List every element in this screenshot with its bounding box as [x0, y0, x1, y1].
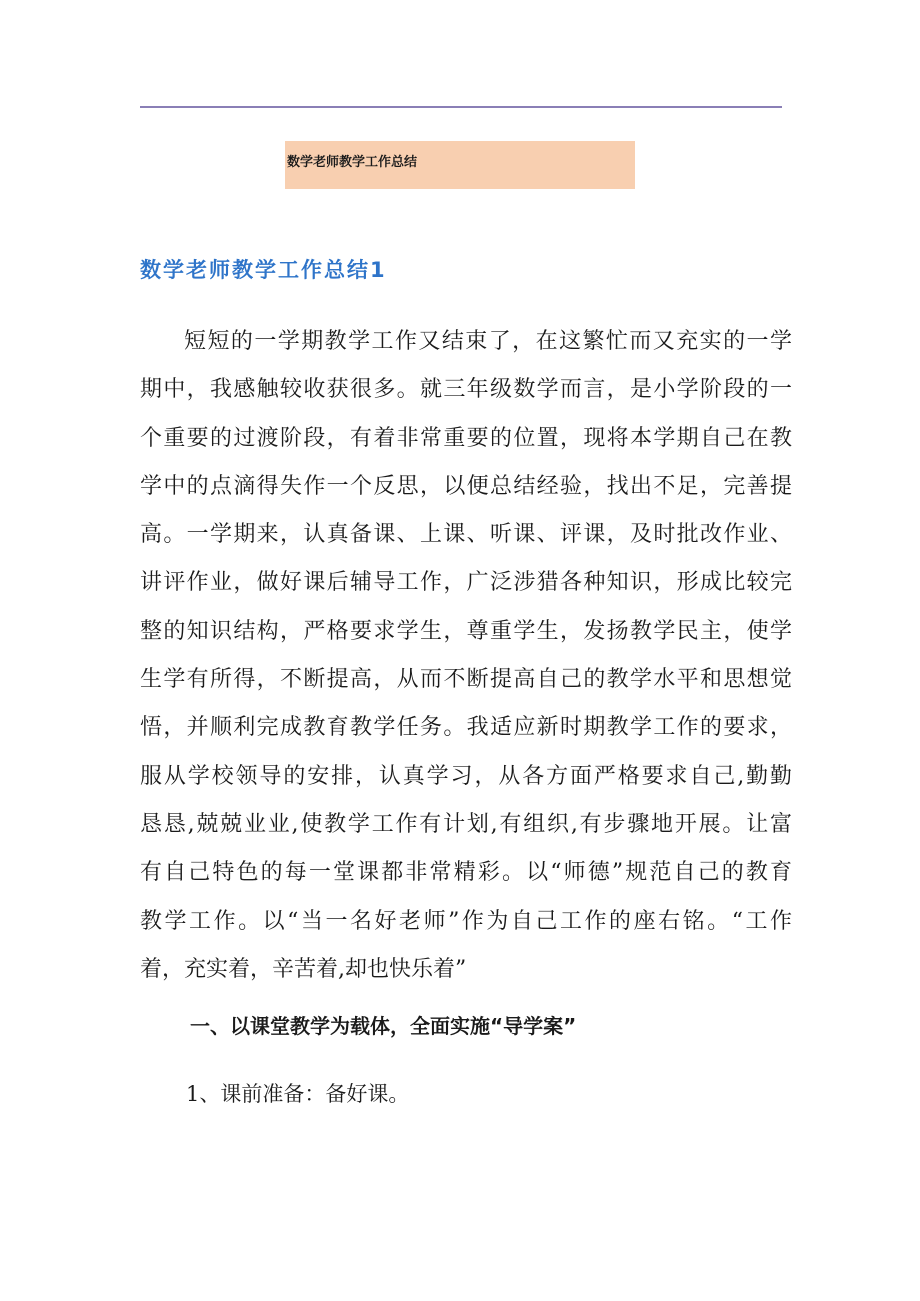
paragraph-line: 短短的一学期教学工作又结束了，在这繁忙而又充实的一学 — [184, 329, 792, 354]
paragraph-line: 整的知识结构，严格要求学生，尊重学生，发扬教学民主，使学 — [140, 618, 792, 644]
paragraph-line: 教学工作。以“当一名好老师”作为自己工作的座右铭。“工作 — [140, 908, 792, 934]
header-banner — [285, 141, 635, 189]
header-banner-text: 数学老师教学工作总结 — [287, 155, 418, 170]
list-item: 1、课前准备：备好课。 — [186, 1082, 410, 1106]
paragraph-line: 期中，我感触较收获很多。就三年级数学而言，是小学阶段的一 — [140, 377, 792, 403]
paragraph-line: 恳恳,兢兢业业,使教学工作有计划,有组织,有步骤地开展。让富 — [140, 811, 792, 837]
paragraph-line: 有自己特色的每一堂课都非常精彩。以“师德”规范自己的教育 — [140, 860, 792, 886]
paragraph-line: 个重要的过渡阶段，有着非常重要的位置，现将本学期自己在教 — [140, 425, 792, 451]
paragraph-line: 生学有所得，不断提高，从而不断提高自己的教学水平和思想觉 — [140, 667, 792, 693]
paragraph-line: 高。一学期来，认真备课、上课、听课、评课，及时批改作业、 — [140, 522, 792, 548]
paragraph-line: 悟，并顺利完成教育教学任务。我适应新时期教学工作的要求， — [140, 715, 792, 741]
body-paragraph — [140, 318, 792, 994]
paragraph-line: 学中的点滴得失作一个反思，以便总结经验，找出不足，完善提 — [140, 473, 792, 499]
paragraph-line: 着，充实着，辛苦着,却也快乐着” — [140, 956, 467, 982]
paragraph-line: 服从学校领导的安排，认真学习，从各方面严格要求自己,勤勤 — [140, 763, 792, 789]
section-title: 数学老师教学工作总结1 — [140, 258, 387, 282]
top-divider-line — [140, 106, 782, 108]
section-heading: 一、以课堂教学为载体，全面实施“导学案” — [190, 1014, 577, 1038]
paragraph-line: 讲评作业，做好课后辅导工作，广泛涉猎各种知识，形成比较完 — [140, 570, 792, 596]
